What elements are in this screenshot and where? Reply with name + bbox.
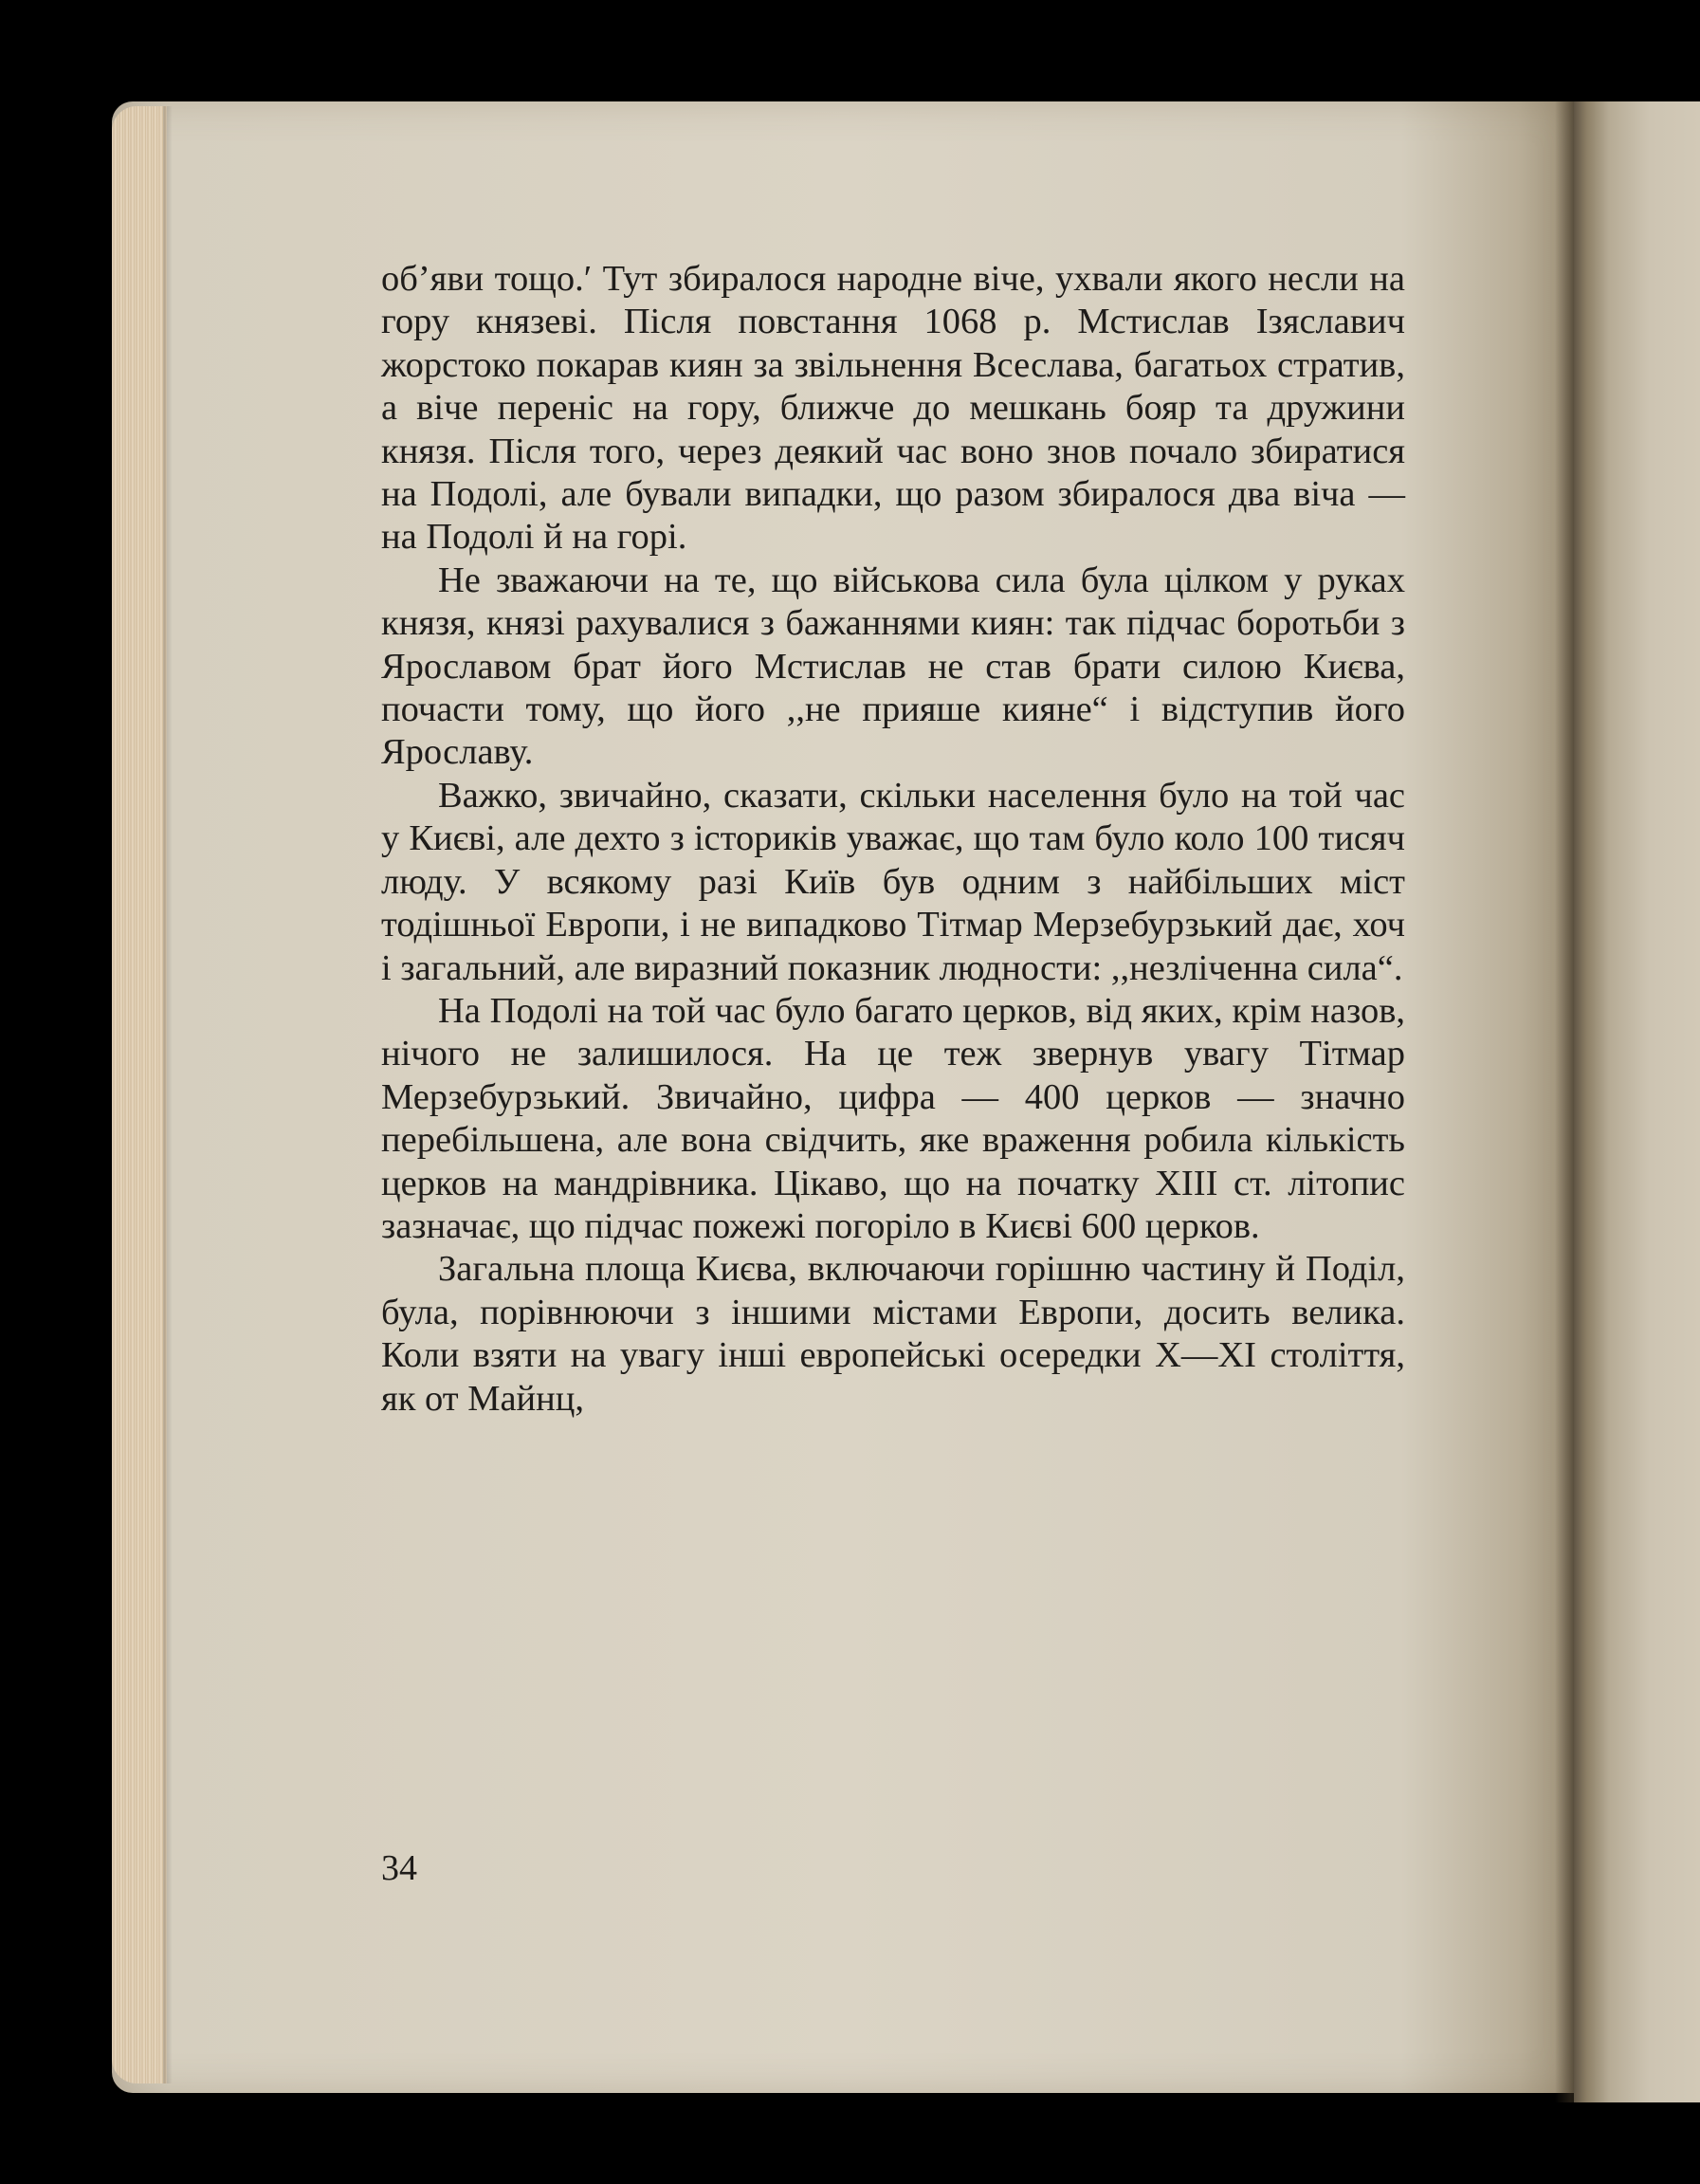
paragraph: На Подолі на той час було багато церков, від яких, крім назов, нічого не залишилося. На це теж звернув увагу Тітмар Мерзебурзький. Звичайно, цифра — 400 церков — значно перебільшена, але вона свідчить, яке враження робила кількість церков на мандрівника. Цікаво, що на початку XIII ст. літопис зазначає, що підчас пожежі погоріло в Києві 600 церков. <box>381 990 1405 1246</box>
paragraph: Загальна площа Києва, включаючи горішню частину й Поділ, була, порівнюючи з іншими містами Европи, досить велика. Коли взяти на увагу інші европейські осередки X—XI століття, як от Майнц, <box>381 1249 1405 1419</box>
paragraph: Не зважаючи на те, що військова сила була цілком у руках князя, князі рахувалися з бажаннями киян: так підчас боротьби з Ярославом брат його Мстислав не став брати силою Києва, почасти тому, що його ,,не прияше кияне“ і відступив його Ярославу. <box>381 560 1405 773</box>
facing-page-edge <box>1574 101 1700 2102</box>
page-number: 34 <box>381 1848 417 1888</box>
page-text <box>381 258 1405 1421</box>
paragraph: об’яви тощо.ʹ Тут збиралося народне віче, ухвали якого несли на гору князеві. Після повстання 1068 р. Мстислав Ізяславич жорстоко покарав киян за звільнення Всеслава, багатьох стратив, а віче переніс на гору, ближче до мешкань бояр та дружини князя. Після того, через деякий час воно знов почало збиратися на Подолі, але бували випадки, що разом збиралося два віча — на Подолі й на горі. <box>381 259 1405 558</box>
paragraph: Важко, звичайно, сказати, скільки населення було на той час у Києві, але дехто з істориків уважає, що там було коло 100 тисяч люду. У всякому разі Київ був одним з найбільших міст тодішньої Европи, і не випадково Тітмар Мерзебурзький дає, хоч і загальний, але виразний показник людности: ,,незліченна сила“. <box>381 775 1405 988</box>
page-edges <box>112 106 167 2083</box>
